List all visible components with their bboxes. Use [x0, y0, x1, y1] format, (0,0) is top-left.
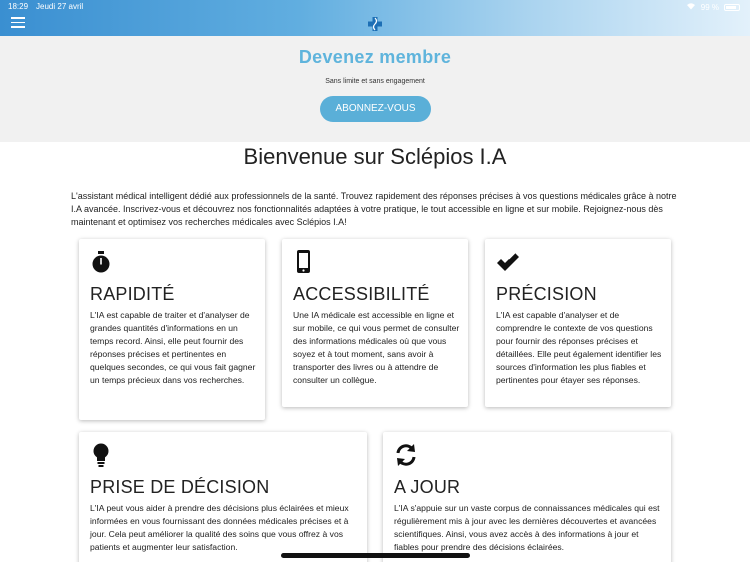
sclepios-logo-icon[interactable] [367, 16, 383, 32]
status-time: 18:29 [8, 2, 29, 11]
double-check-icon [496, 250, 518, 274]
feature-title: ACCESSIBILITÉ [293, 284, 430, 304]
feature-text: L'IA est capable d'analyser et de comprendre le contexte de vos questions pour fournir des réponses précises et détaillées. Elle peut également identifier les sources d'information les plus fiables et pertinentes pour étayer ses réponses. [496, 310, 662, 385]
membership-title: Devenez membre [298, 47, 452, 67]
stopwatch-icon [90, 250, 112, 274]
feature-card-accessibilite [282, 239, 468, 407]
feature-title: PRISE DE DÉCISION [90, 477, 270, 497]
feature-card-rapidite [79, 239, 265, 420]
refresh-icon [394, 443, 416, 467]
status-bar [8, 2, 83, 11]
home-indicator[interactable] [281, 553, 470, 558]
feature-title: A JOUR [394, 477, 461, 497]
top-bar [0, 0, 750, 36]
intro-paragraph: L'assistant médical intelligent dédié aux professionnels de la santé. Trouvez rapidement des réponses précises à vos questions médicales grâce à notre I.A avancée. Inscrivez-vous et découvrez nos fonctionnalités adaptées à votre pratique, le tout accessible en ligne et sur mobile. Rejoignez-nous dès maintenant et optimisez vos recherches médicales avec Sclépios I.A! [71, 191, 677, 227]
feature-text: Une IA médicale est accessible en ligne et sur mobile, ce qui vous permet de consulter des informations médicales où que vous soyez et à tout moment, sans avoir à transporter des livres ou à attendre de consulter un collègue. [293, 310, 460, 385]
subscribe-button[interactable]: ABONNEZ-VOUS [320, 96, 431, 122]
feature-text: L'IA s'appuie sur un vaste corpus de connaissances médicales qui est régulièrement mis à jour avec les dernières découvertes et avancées scientifiques. Ainsi, vous avez accès à des informations à jour et fiables pour prendre des décisions éclairées. [394, 503, 660, 552]
feature-card-precision [485, 239, 671, 407]
feature-title: PRÉCISION [496, 284, 597, 304]
membership-subtitle: Sans limite et sans engagement [325, 78, 425, 85]
welcome-title: Bienvenue sur Sclépios I.A [243, 144, 507, 169]
feature-card-prise-de-decision [79, 432, 367, 562]
status-date: Jeudi 27 avril [36, 2, 84, 11]
battery-icon [724, 4, 740, 11]
mobile-phone-icon [293, 250, 315, 274]
feature-card-a-jour [383, 432, 671, 562]
status-indicators [686, 2, 740, 12]
battery-percent: 99 % [700, 2, 719, 12]
feature-text: L'IA peut vous aider à prendre des décisions plus éclairées et mieux informées en vous fournissant des données médicales précises et à jour. Cela peut améliorer la qualité des soins que vous offrez à vos patients et augmenter leur satisfaction. [90, 503, 349, 552]
feature-text: L'IA est capable de traiter et d'analyser de grandes quantités d'informations en un temps record. Ainsi, elle peut fournir des réponses précises et pertinentes en quelques secondes, ce qui vous fait gagner un temps précieux dans vos recherches. [90, 310, 256, 385]
membership-section [0, 36, 750, 142]
hamburger-icon[interactable] [11, 17, 25, 28]
feature-title: RAPIDITÉ [90, 284, 175, 304]
lightbulb-icon [90, 443, 112, 467]
wifi-icon [686, 2, 696, 12]
